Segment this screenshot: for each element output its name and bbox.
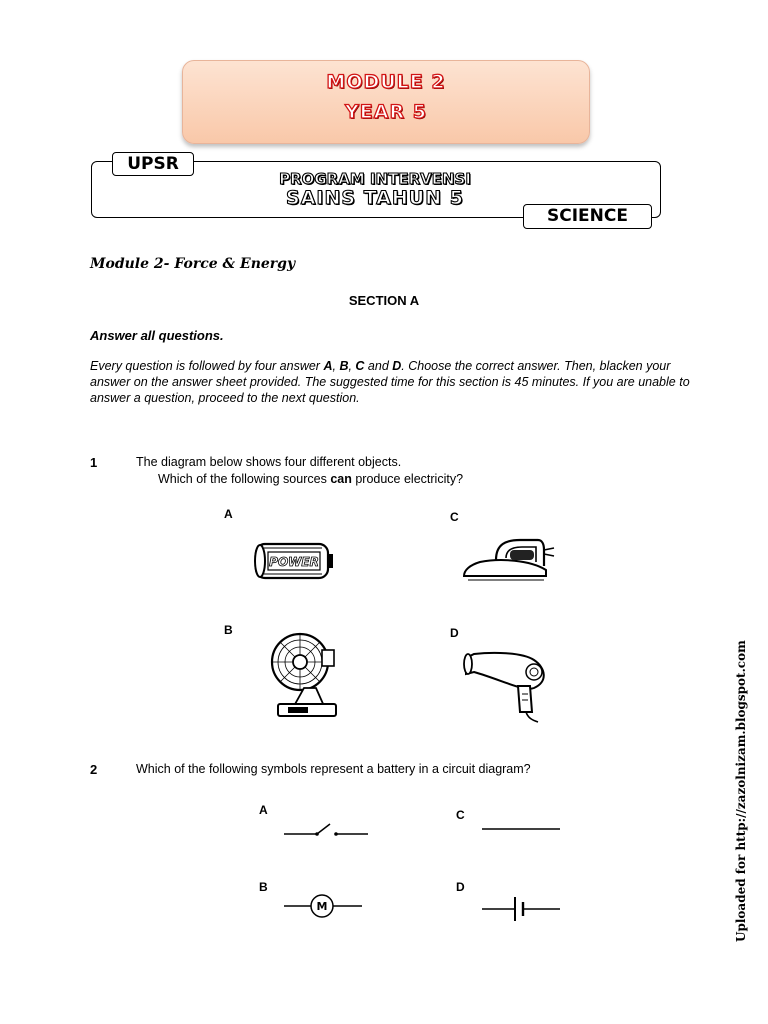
question-1-number: 1	[90, 455, 98, 470]
side-watermark: Uploaded for http://zazolnizam.blogspot.com	[734, 640, 748, 942]
program-title: PROGRAM INTERVENSI	[279, 170, 471, 188]
question-1-line2: Which of the following sources can produce electricity?	[158, 472, 464, 486]
q2-option-d-label: D	[456, 880, 465, 894]
program-subtitle: SAINS TAHUN 5	[286, 187, 464, 209]
q2-option-b-label: B	[259, 880, 268, 894]
q2-option-a-label: A	[259, 803, 268, 817]
q2-option-c-label: C	[456, 808, 465, 822]
module-banner	[182, 60, 590, 144]
hair-dryer-icon	[462, 650, 554, 724]
switch-symbol-icon	[282, 818, 372, 844]
wire-symbol-icon	[480, 822, 562, 836]
question-2-number: 2	[90, 762, 98, 777]
q1-option-b-label: B	[224, 623, 233, 637]
module-number: MODULE 2	[326, 71, 446, 93]
question-1-line1: The diagram below shows four different objects.	[136, 455, 402, 469]
motor-label: M	[316, 900, 328, 913]
q1-option-c-label: C	[450, 510, 459, 524]
question-2-text: Which of the following symbols represent a battery in a circuit diagram?	[136, 762, 531, 776]
q1-option-d-label: D	[450, 626, 459, 640]
motor-symbol-icon	[282, 890, 364, 922]
instructions-heading: Answer all questions.	[90, 328, 224, 343]
year-label: YEAR 5	[345, 101, 427, 123]
q1-option-a-label: A	[224, 507, 233, 521]
section-title: SECTION A	[348, 293, 420, 308]
battery-label: POWER	[269, 555, 319, 569]
science-tag: SCIENCE	[523, 204, 652, 229]
module-title: Module 2- Force & Energy	[90, 256, 296, 272]
upsr-tag: UPSR	[112, 152, 194, 176]
fan-icon	[270, 626, 342, 720]
battery-icon	[250, 538, 336, 584]
iron-icon	[460, 534, 556, 584]
instructions-paragraph: Every question is followed by four answer A, B, C and D. Choose the correct answer. Then, blacken your answer on the answer sheet provided. The suggested time for this section is 45 minutes. If you are unable to answer a question, proceed to the next question.	[90, 359, 690, 405]
battery-symbol-icon	[480, 894, 562, 924]
